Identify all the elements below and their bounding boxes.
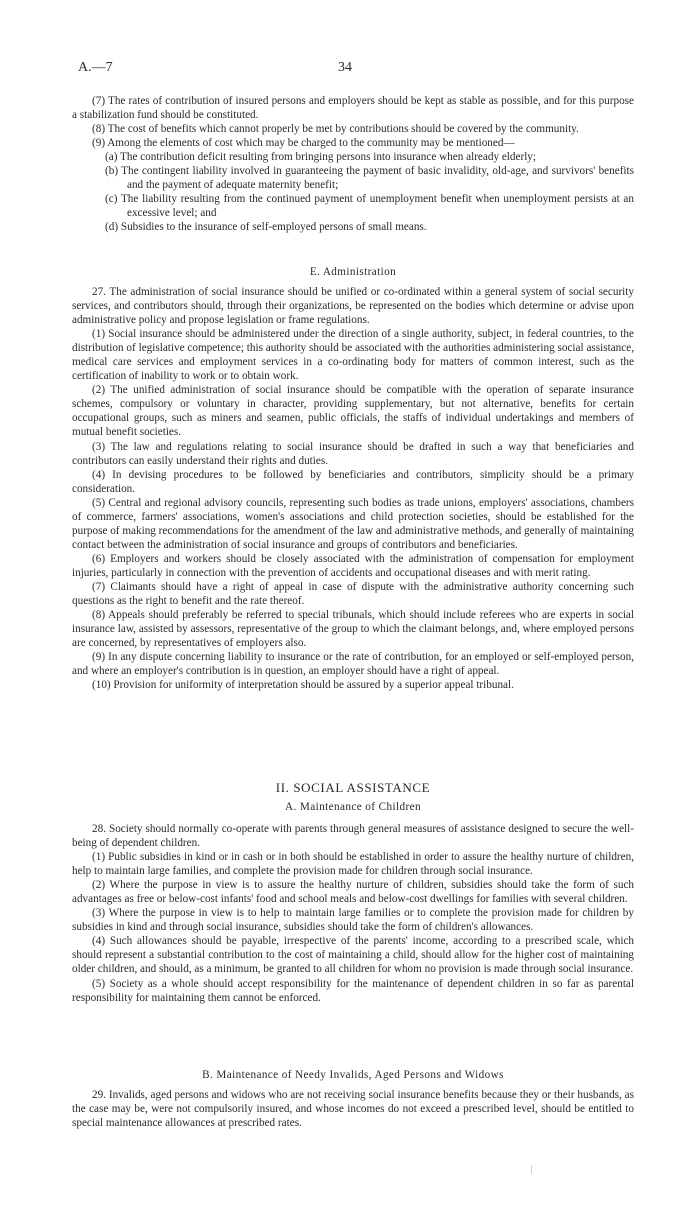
- paragraph: (6) Employers and workers should be closely associated with the administration of compensation for employment injuries, particularly in connection with the prevention of accidents and occupational diseases and with merit rating.: [72, 552, 634, 579]
- paragraph: (9) Among the elements of cost which may be charged to the community may be mentioned—: [92, 137, 515, 150]
- invalids-paragraphs: [72, 1088, 634, 1130]
- paragraph: 29. Invalids, aged persons and widows who are not receiving social insurance benefits because they or their husbands, as the case may be, were not compulsorily insured, and whose incomes do not exceed a prescribed level, should be entitled to special maintenance allowances at prescribed rates.: [72, 1089, 634, 1130]
- paragraph: 28. Society should normally co-operate with parents through general measures of assistance designed to secure the well-being of dependent children.: [72, 823, 634, 850]
- part-heading-social-assistance: II. SOCIAL ASSISTANCE: [275, 780, 431, 795]
- paragraph: (1) Public subsidies in kind or in cash or in both should be established in order to assure the healthy nurture of children, help to maintain large families, and complete the provision made for children through social insurance.: [72, 851, 634, 878]
- administration-paragraphs: [72, 285, 634, 692]
- paragraph: (5) Society as a whole should accept responsibility for the maintenance of dependent children in so far as parental responsibility for maintaining them cannot be enforced.: [72, 977, 634, 1004]
- paragraph: (2) Where the purpose in view is to assure the healthy nurture of children, subsidies should take the form of such advantages as free or below-cost infants' food and school meals and below-cost dwellings for families with several children.: [72, 879, 634, 906]
- paragraph: 27. The administration of social insurance should be unified or co-ordinated within a general system of social security services, and contributors should, through their organizations, be represented on the bodies which determine or advise upon administrative policy and propose legislation or frame regulations.: [72, 286, 634, 327]
- section-heading-needy-invalids: B. Maintenance of Needy Invalids, Aged Persons and Widows: [202, 1069, 504, 1081]
- paragraph: (3) Where the purpose in view is to help to maintain large families or to complete the provision made for children by subsidies in kind and through social insurance, subsidies should take the form of children's allowances.: [72, 907, 634, 934]
- page-number: 34: [338, 60, 352, 75]
- section-heading-maintenance-of-children: A. Maintenance of Children: [285, 801, 421, 813]
- document-reference: A.—7: [78, 60, 113, 75]
- cost-paragraphs: [72, 94, 634, 234]
- paragraph: (4) Such allowances should be payable, irrespective of the parents' income, according to a prescribed scale, which should represent a substantial contribution to the cost of maintaining a child, should allow for the higher cost of maintaining older children, and should, as a minimum, be granted to all children for whom no provision is made through social insurance.: [72, 935, 634, 976]
- paragraph: (9) In any dispute concerning liability to insurance or the rate of contribution, for an employed or self-employed person, and where an employer's contribution is in question, an employer should have a right of appeal.: [72, 651, 634, 678]
- paragraph: (5) Central and regional advisory councils, representing such bodies as trade unions, employers' associations, chambers of commerce, farmers' associations, women's associations and child protection societies, should be established for the purpose of making recommendations for the amendment of the law and administrative methods, and generally of maintaining contact between the administration of social insurance and groups of contributors and beneficiaries.: [72, 496, 635, 551]
- children-paragraphs: [72, 822, 634, 1005]
- paragraph: (1) Social insurance should be administered under the direction of a single authority, subject, in federal countries, to the distribution of legislative competence; this authority should be associated with the authorities administering social assistance, medical care services and employment services in a co-ordinating body for matters of common interest, such as the certification of inability to work or to obtain work.: [72, 328, 634, 383]
- paragraph: (3) The law and regulations relating to social insurance should be drafted in such a way that beneficiaries and contributors can easily understand their rights and duties.: [72, 440, 634, 467]
- list-item: (a) The contribution deficit resulting from bringing persons into insurance when already elderly;: [105, 151, 537, 164]
- paragraph: (2) The unified administration of social insurance should be compatible with the operation of separate insurance schemes, compulsory or voluntary in character, providing supplementary, but not alternative, benefits for certain occupational groups, such as miners and seamen, public officials, the staffs of individual undertakings and members of mutual benefit societies.: [72, 384, 634, 439]
- list-item: (b) The contingent liability involved in guaranteeing the payment of basic invalidity, old-age, and survivors' benefits and the payment of adequate maternity benefit;: [105, 165, 634, 192]
- paragraph: (7) The rates of contribution of insured persons and employers should be kept as stable as possible, and for this purpose a stabilization fund should be constituted.: [72, 95, 634, 122]
- paragraph: (8) The cost of benefits which cannot properly be met by contributions should be covered by the community.: [92, 123, 579, 136]
- section-heading-administration: E. Administration: [309, 266, 397, 278]
- paragraph: (4) In devising procedures to be followed by beneficiaries and contributors, simplicity should be a primary consideration.: [72, 468, 634, 495]
- scan-mark: [531, 1165, 532, 1174]
- list-item: (d) Subsidies to the insurance of self-employed persons of small means.: [105, 221, 427, 234]
- paragraph: (8) Appeals should preferably be referred to special tribunals, which should include referees who are experts in social insurance law, assisted by assessors, representative of the group to which the claimant belongs, and, where employed persons are concerned, by representatives of employers also.: [72, 609, 634, 650]
- list-item: (c) The liability resulting from the continued payment of unemployment benefit when unemployment persists at an excessive level; and: [105, 193, 634, 220]
- paragraph: (7) Claimants should have a right of appeal in case of dispute with the administrative authority concerning such questions as the right to benefit and the rate thereof.: [72, 580, 634, 608]
- paragraph: (10) Provision for uniformity of interpretation should be assured by a superior appeal tribunal.: [92, 679, 514, 692]
